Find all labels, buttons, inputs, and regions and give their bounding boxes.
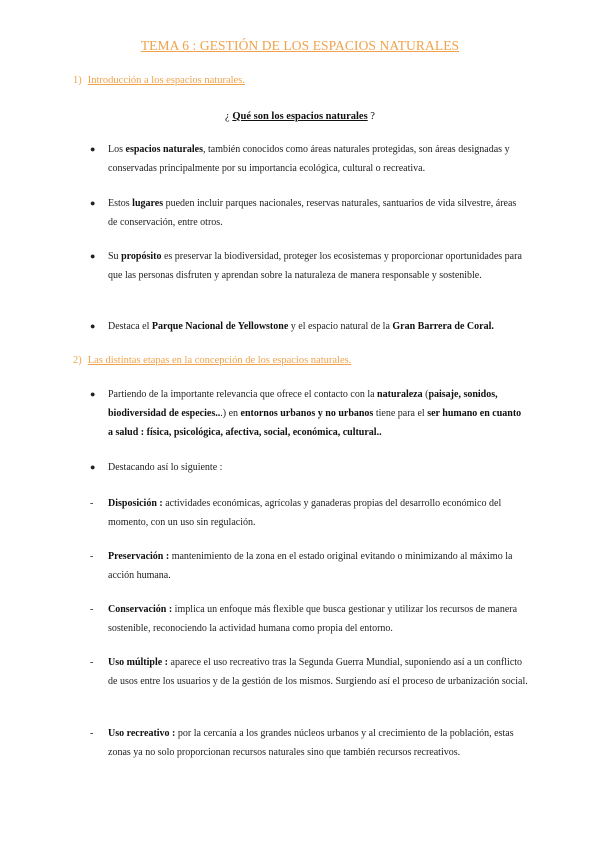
- list-item: ● Destaca el Parque Nacional de Yellowstone y el espacio natural de la Gran Barrera de Coral.: [108, 317, 528, 336]
- question-heading: ¿ Qué son los espacios naturales ?: [225, 111, 375, 122]
- bullet-icon: ●: [90, 144, 96, 154]
- dash-icon: -: [90, 498, 94, 509]
- dash-item: - Uso recreativo : por la cercanía a los grandes núcleos urbanos y al crecimiento de la población, estas zonas ya no solo proporcionan recursos naturales sino que también recursos recreativos.: [108, 724, 528, 762]
- bullet-icon: ●: [90, 198, 96, 208]
- bullet-icon: ●: [90, 251, 96, 261]
- section-heading-1: [73, 75, 245, 86]
- dash-icon: -: [90, 657, 94, 668]
- section-heading-2: [73, 355, 351, 366]
- list-item: ● Los espacios naturales, también conocidos como áreas naturales protegidas, son áreas designadas y conservadas principalmente por su importancia ecológica, cultural o recreativa.: [108, 140, 528, 178]
- list-item: ● Destacando así lo siguiente :: [108, 458, 528, 477]
- dash-item: - Conservación : implica un enfoque más flexible que busca gestionar y utilizar los recursos de manera sostenible, reconociendo la actividad humana como propia del entorno.: [108, 600, 528, 638]
- bullet-icon: ●: [90, 462, 96, 472]
- section-number: 2): [73, 355, 82, 366]
- dash-icon: -: [90, 604, 94, 615]
- question-text: Qué son los espacios naturales: [232, 111, 368, 122]
- list-item: ● Estos lugares pueden incluir parques nacionales, reservas naturales, santuarios de vida silvestre, áreas de conservación, entre otros.: [108, 194, 528, 232]
- page-title: TEMA 6 : GESTIÓN DE LOS ESPACIOS NATURALES: [140, 38, 460, 53]
- dash-item: - Disposición : actividades económicas, agrícolas y ganaderas propias del desarrollo económico del momento, con un uso sin regulación.: [108, 494, 528, 532]
- dash-icon: -: [90, 728, 94, 739]
- section-label: Introducción a los espacios naturales.: [87, 75, 245, 86]
- bullet-icon: ●: [90, 389, 96, 399]
- dash-item: - Preservación : mantenimiento de la zona en el estado original evitando o minimizando al máximo la acción humana.: [108, 547, 528, 585]
- dash-item: - Uso múltiple : aparece el uso recreativo tras la Segunda Guerra Mundial, suponiendo así a un conflicto de usos entre los usuarios y de la gestión de los mismos. Surgiendo así el proceso de urbanización social.: [108, 653, 528, 691]
- list-item: ● Partiendo de la importante relevancia que ofrece el contacto con la naturaleza (paisaje, sonidos, biodiversidad de especies...) en entornos urbanos y no urbanos tiene para el ser humano en cuanto a salud : física, psicológica, afectiva, social, económica, cultural..: [108, 385, 528, 442]
- section-label: Las distintas etapas en la concepción de los espacios naturales.: [87, 355, 352, 366]
- section-number: 1): [73, 75, 82, 86]
- dash-icon: -: [90, 551, 94, 562]
- bullet-icon: ●: [90, 321, 96, 331]
- list-item: ● Su propósito es preservar la biodiversidad, proteger los ecosistemas y proporcionar oportunidades para que las personas disfruten y aprendan sobre la naturaleza de manera responsable y sostenible.: [108, 247, 528, 285]
